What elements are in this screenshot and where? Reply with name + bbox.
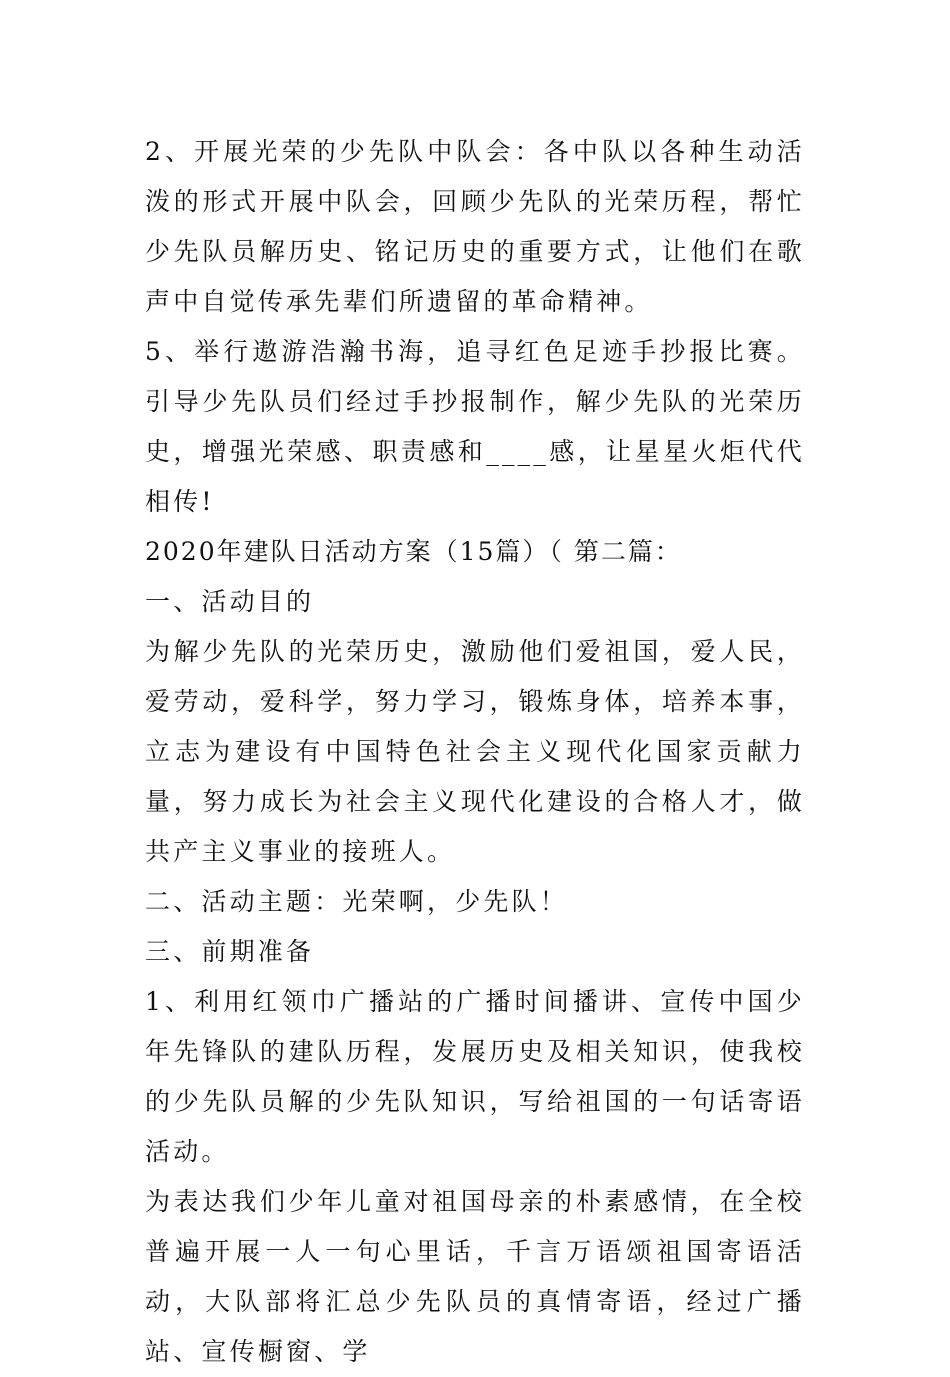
paragraph-item-2: 2、开展光荣的少先队中队会：各中队以各种生动活泼的形式开展中队会，回顾少先队的光荣历程，帮忙少先队员解历史、铭记历史的重要方式，让他们在歌声中自觉传承先辈们所遗留的革命精神。 — [145, 137, 805, 316]
paragraph-preparation-1: 1、利用红领巾广播站的广播时间播讲、宣传中国少年先锋队的建队历程，发展历史及相关知识，使我校的少先队员解的少先队知识，写给祖国的一句话寄语活动。 — [145, 987, 805, 1166]
section-heading-preparation: 三、前期准备 — [145, 937, 315, 966]
paragraph-item-5: 5、举行遨游浩瀚书海，追寻红色足迹手抄报比赛。引导少先队员们经过手抄报制作，解少先队的光荣历史，增强光荣感、职责感和____感，让星星火炬代代相传! — [145, 337, 805, 516]
document-page — [145, 127, 805, 1377]
section-heading-theme: 二、活动主题：光荣啊，少先队！ — [145, 887, 569, 916]
paragraph-purpose: 为解少先队的光荣历史，激励他们爱祖国，爱人民，爱劳动，爱科学，努力学习，锻炼身体，培养本事，立志为建设有中国特色社会主义现代化国家贡献力量，努力成长为社会主义现代化建设的合格人才，做共产主义事业的接班人。 — [145, 637, 805, 866]
section-heading-purpose: 一、活动目的 — [145, 587, 315, 616]
paragraph-message-activity: 为表达我们少年儿童对祖国母亲的朴素感情，在全校普遍开展一人一句心里话，千言万语颂祖国寄语活动，大队部将汇总少先队员的真情寄语，经过广播站、宣传橱窗、学 — [145, 1187, 805, 1366]
document-title-line: 2020年建队日活动方案（15篇）（ 第二篇： — [145, 537, 682, 566]
